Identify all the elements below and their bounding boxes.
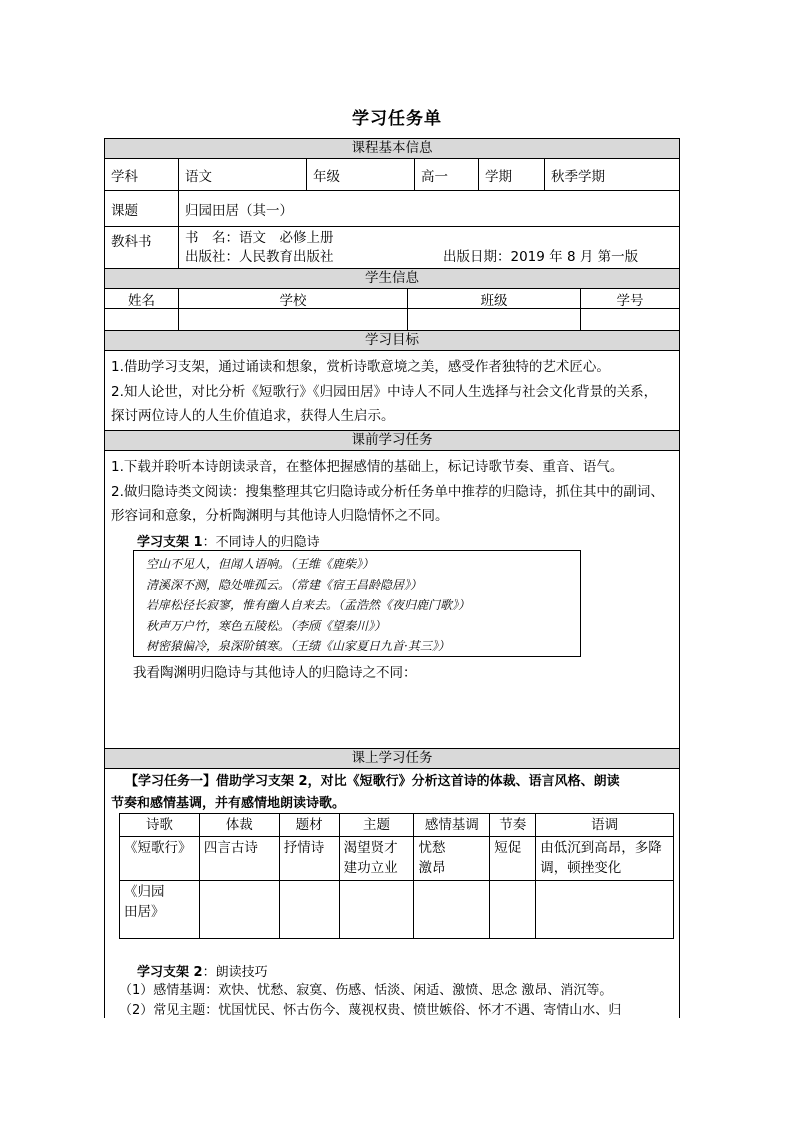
name-column: 姓名 [105, 289, 179, 308]
pre-task-2-cont: 形容词和意象，分析陶渊明与其他诗人归隐情怀之不同。 [111, 508, 449, 524]
cell-theme: 渴望贤才 建功立业 [339, 837, 414, 881]
col-intonation: 语调 [536, 814, 674, 837]
quote-4: 秋声万户竹，寒色五陵松。（李颀《望秦川》） [146, 618, 387, 633]
task-sheet-table [104, 138, 680, 1018]
goal-2: 2.知人论世，对比分析《短歌行》《归园田居》中诗人不同人生选择与社会文化背景的关系， [111, 383, 658, 400]
student-id-field[interactable] [581, 309, 679, 330]
table-header-row [120, 814, 674, 837]
textbook-row [105, 227, 679, 269]
col-rhythm: 节奏 [490, 814, 536, 837]
textbook-label: 教科书 [105, 227, 179, 268]
pre-class-header: 课前学习任务 [105, 431, 679, 451]
cell-intonation-input[interactable] [536, 881, 674, 939]
col-tone: 感情基调 [414, 814, 490, 837]
term-value: 秋季学期 [551, 168, 605, 185]
publish-date: 出版日期：2019 年 8 月 第一版 [443, 249, 639, 265]
cell-tone-input[interactable] [414, 881, 490, 939]
cell-poem: 《归园 田居》 [120, 881, 200, 939]
scaffold-2-title: 学习支架 2：朗读技巧 [137, 965, 268, 980]
goal-1: 1.借助学习支架，通过诵读和想象，赏析诗歌意境之美，感受作者独特的艺术匠心。 [111, 359, 610, 375]
student-info-header: 学生信息 [105, 269, 679, 289]
class-column: 班级 [408, 289, 581, 308]
cell-rhythm-input[interactable] [490, 881, 536, 939]
subject-row [105, 159, 679, 191]
textbook-info [179, 227, 679, 268]
publisher: 出版社：人民教育出版社 [185, 249, 334, 265]
in-class-body [105, 769, 679, 1019]
pre-task-2: 2.做归隐诗类文阅读：搜集整理其它归隐诗或分析任务单中推荐的归隐诗，抓住其中的副词、 [111, 483, 664, 500]
book-name: 书 名：语文 必修上册 [185, 230, 334, 246]
school-column: 学校 [179, 289, 408, 308]
grade-value: 高一 [415, 159, 479, 190]
table-row [120, 837, 674, 881]
cell-subject-input[interactable] [279, 881, 339, 939]
scaffold-2-line-1: （1）感情基调：欢快、忧愁、寂寞、伤感、恬淡、闲适、激愤、思念 激昂、消沉等。 [119, 983, 613, 998]
student-info-columns [105, 289, 679, 309]
quote-1: 空山不见人，但闻人语响。（王维《鹿柴》） [146, 557, 375, 571]
school-field[interactable] [179, 309, 408, 330]
col-poem: 诗歌 [120, 814, 200, 837]
class-field[interactable] [408, 309, 581, 330]
col-form: 体裁 [199, 814, 279, 837]
pre-task-1: 1.下载并聆听本诗朗读录音，在整体把握感情的基础上，标记诗歌节奏、重音、语气。 [111, 459, 624, 475]
topic-row [105, 191, 679, 227]
name-field[interactable] [105, 309, 179, 330]
topic-value: 归园田居（其一） [185, 202, 293, 219]
cell-rhythm: 短促 [490, 837, 536, 881]
goals-header: 学习目标 [105, 331, 679, 351]
scaffold-1-title: 学习支架 1：不同诗人的归隐诗 [137, 535, 320, 550]
table-row [120, 881, 674, 939]
cell-tone: 忧愁 激昂 [414, 837, 490, 881]
recluse-poems-box [133, 550, 581, 657]
answer-prompt: 我看陶渊明归隐诗与其他诗人的归隐诗之不同： [133, 665, 417, 681]
col-subject: 题材 [279, 814, 339, 837]
task-1-instructions: 【学习任务一】借助学习支架 2，对比《短歌行》分析这首诗的体裁、语言风格、朗读 节奏和感情基调，并有感情地朗读诗歌。 [111, 774, 620, 811]
term-label: 学期 [479, 159, 545, 190]
poem-comparison-table [119, 813, 674, 939]
quote-3: 岩扉松径长寂寥，惟有幽人自来去。（孟浩然《夜归鹿门歌》） [146, 598, 471, 612]
student-id-column: 学号 [616, 292, 644, 309]
cell-subject: 抒情诗 [279, 837, 339, 881]
course-info-header: 课程基本信息 [105, 139, 679, 159]
subject-label: 学科 [105, 159, 179, 190]
cell-intonation: 由低沉到高昂，多降 调，顿挫变化 [536, 837, 674, 881]
subject-value: 语文 [179, 159, 307, 190]
quote-2: 清溪深不测，隐处唯孤云。（常建《宿王昌龄隐居》） [146, 577, 423, 592]
goals-body [105, 351, 679, 431]
scaffold-2-line-2: （2）常见主题：忧国忧民、怀古伤今、蔑视权贵、愤世嫉俗、怀才不遇、寄情山水、归 [119, 1003, 622, 1018]
col-theme: 主题 [339, 814, 414, 837]
pre-class-body [105, 451, 679, 749]
cell-form-input[interactable] [199, 881, 279, 939]
cell-poem: 《短歌行》 [120, 837, 200, 881]
quote-5: 树密猿偏冷，泉深阶镇寒。（王绩《山家夏日九首·其三》） [146, 639, 450, 653]
cell-form: 四言古诗 [199, 837, 279, 881]
topic-label: 课题 [105, 191, 179, 226]
in-class-header: 课上学习任务 [105, 749, 679, 769]
cell-theme-input[interactable] [339, 881, 414, 939]
answer-area[interactable] [133, 681, 653, 743]
grade-label: 年级 [307, 159, 415, 190]
goal-2-cont: 探讨两位诗人的人生价值追求，获得人生启示。 [111, 408, 395, 424]
page-title: 学习任务单 [352, 109, 442, 129]
student-info-input-row [105, 309, 679, 331]
